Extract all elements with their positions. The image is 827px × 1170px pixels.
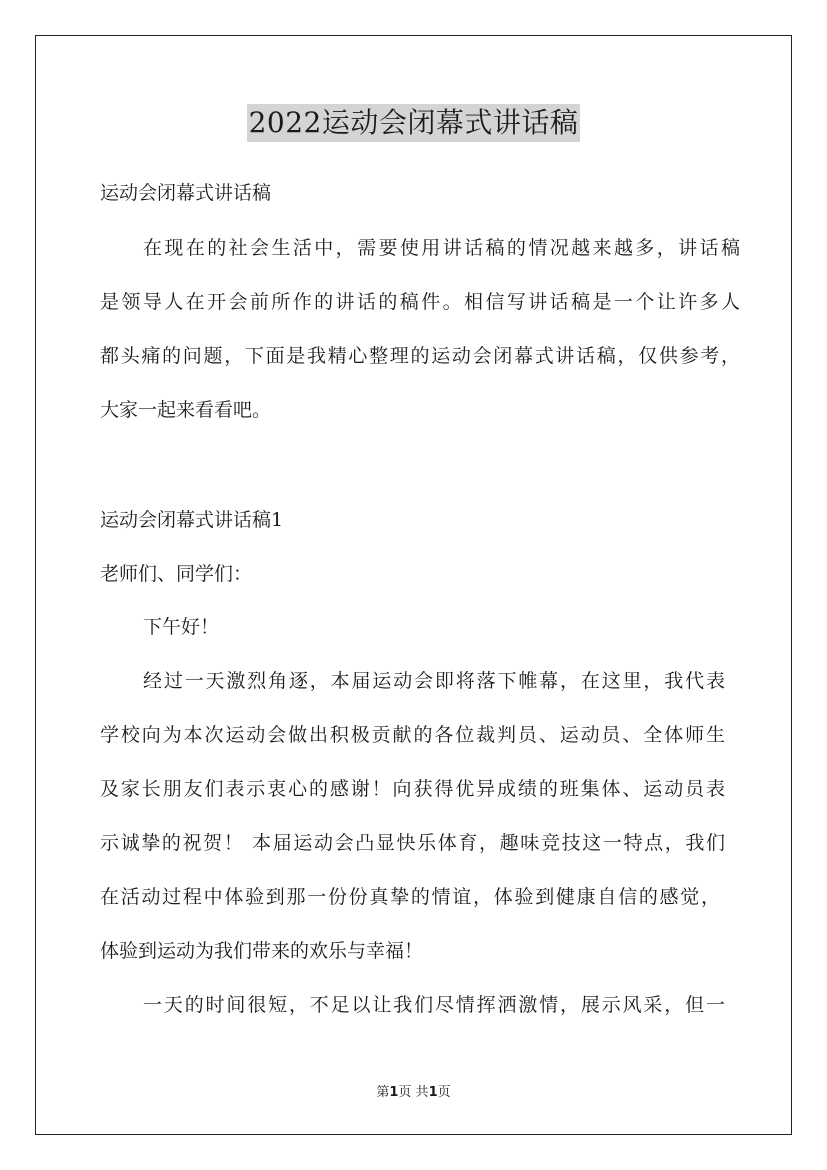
intro-line: 在现在的社会生活中，需要使用讲话稿的情况越来越多，讲话稿 <box>143 237 740 259</box>
body-line: 示诚挚的祝贺！ 本届运动会凸显快乐体育，趣味竞技这一特点，我们 <box>100 832 725 854</box>
body-line: 一天的时间很短，不足以让我们尽情挥洒激情，展示风采，但一 <box>143 994 725 1016</box>
page-total: 1 <box>428 1085 438 1100</box>
document-title <box>0 104 827 142</box>
intro-line: 是领导人在开会前所作的讲话的稿件。相信写讲话稿是一个让许多人 <box>100 291 740 313</box>
intro-line: 都头痛的问题，下面是我精心整理的运动会闭幕式讲话稿，仅供参考， <box>100 345 740 367</box>
page-current: 1 <box>389 1085 399 1100</box>
body-line: 及家长朋友们表示衷心的感谢！向获得优异成绩的班集体、运动员表 <box>100 778 725 800</box>
document-title-text: 2022运动会闭幕式讲话稿 <box>247 104 581 142</box>
section-heading: 运动会闭幕式讲话稿1 <box>100 509 284 531</box>
body-line: 体验到运动为我们带来的欢乐与幸福！ <box>100 940 424 962</box>
page-label-suffix: 页 <box>437 1085 451 1100</box>
body-line: 学校向为本次运动会做出积极贡献的各位裁判员、运动员、全体师生 <box>100 724 725 746</box>
page-label-mid: 页 共 <box>398 1085 429 1100</box>
page-label-prefix: 第 <box>376 1085 390 1100</box>
body-line: 经过一天激烈角逐，本届运动会即将落下帷幕，在这里，我代表 <box>143 670 725 692</box>
page-footer <box>0 1085 827 1101</box>
greeting: 下午好！ <box>143 616 220 638</box>
salutation: 老师们、同学们： <box>100 563 253 585</box>
document-subtitle: 运动会闭幕式讲话稿 <box>100 182 272 204</box>
body-line: 在活动过程中体验到那一份份真挚的情谊，体验到健康自信的感觉， <box>100 886 720 908</box>
intro-line: 大家一起来看看吧。 <box>100 399 272 421</box>
